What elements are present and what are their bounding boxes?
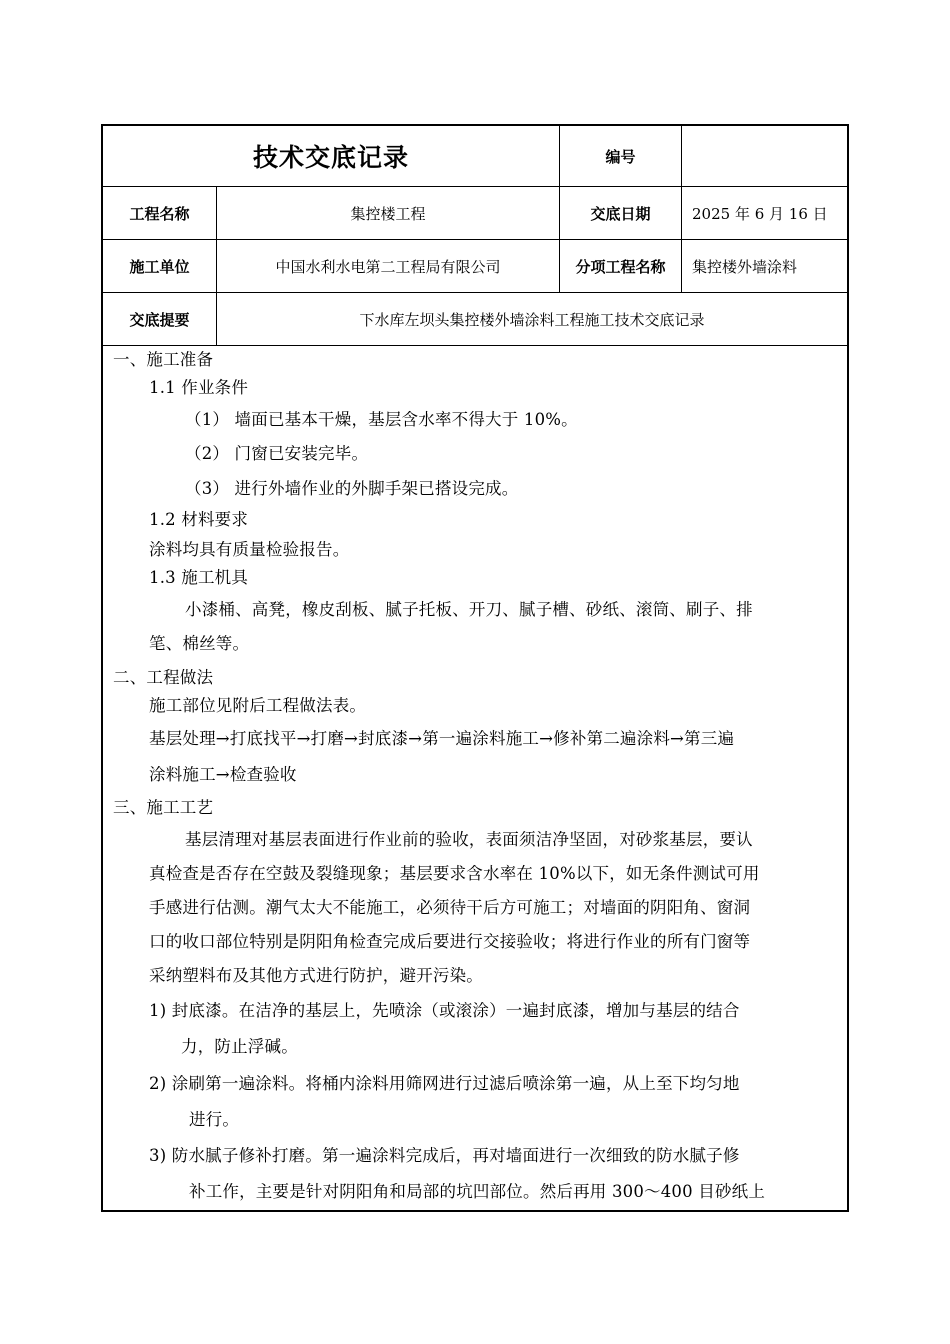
sub-project-label: 分项工程名称 [575, 257, 666, 276]
list-item: （3） 进行外墙作业的外脚手架已搭设完成。 [185, 479, 519, 498]
list-item-continuation: 补工作，主要是针对阴阳角和局部的坑凹部位。然后再用 300～400 目砂纸上 [189, 1182, 766, 1201]
list-item: （2） 门窗已安装完毕。 [185, 444, 369, 463]
list-item-continuation: 进行。 [189, 1110, 240, 1129]
subsection-heading: 1.2 材料要求 [149, 510, 249, 529]
paragraph-line: 基层处理→打底找平→打磨→封底漆→第一遍涂料施工→修补第二遍涂料→第三遍 [149, 729, 735, 748]
row-divider [103, 345, 847, 346]
section-heading: 一、施工准备 [113, 350, 214, 369]
section-heading: 三、施工工艺 [113, 798, 214, 817]
list-item: （1） 墙面已基本干燥，基层含水率不得大于 10%。 [185, 410, 578, 429]
date-label: 交底日期 [590, 204, 651, 223]
list-item-continuation: 力，防止浮碱。 [181, 1037, 298, 1056]
document-title: 技术交底记录 [252, 143, 409, 172]
paragraph-line: 口的收口部位特别是阴阳角检查完成后要进行交接验收；将进行作业的所有门窗等 [149, 932, 751, 951]
paragraph-line: 小漆桶、高凳，橡皮刮板、腻子托板、开刀、腻子槽、砂纸、滚筒、刷子、排 [185, 600, 753, 619]
section-heading: 二、工程做法 [113, 668, 214, 687]
summary-label: 交底提要 [129, 310, 190, 329]
paragraph-line: 基层清理对基层表面进行作业前的验收，表面须洁净坚固，对砂浆基层，要认 [185, 830, 753, 849]
paragraph-line: 手感进行估测。潮气太大不能施工，必须待干后方可施工；对墙面的阴阳角、窗洞 [149, 898, 751, 917]
list-item: 3) 防水腻子修补打磨。第一遍涂料完成后，再对墙面进行一次细致的防水腻子修 [149, 1146, 740, 1165]
number-label: 编号 [605, 147, 636, 166]
subsection-heading: 1.1 作业条件 [149, 378, 249, 397]
paragraph-line: 涂料均具有质量检验报告。 [149, 540, 350, 559]
project-name-label: 工程名称 [129, 204, 190, 223]
unit-value: 中国水利水电第二工程局有限公司 [275, 257, 501, 276]
number-value [682, 126, 847, 186]
paragraph-line: 笔、棉丝等。 [149, 634, 250, 653]
subsection-heading: 1.3 施工机具 [149, 568, 249, 587]
summary-value: 下水库左坝头集控楼外墙涂料工程施工技术交底记录 [359, 310, 705, 329]
paragraph-line: 真检查是否存在空鼓及裂缝现象；基层要求含水率在 10%以下，如无条件测试可用 [149, 864, 760, 883]
list-item: 2) 涂刷第一遍涂料。将桶内涂料用筛网进行过滤后喷涂第一遍，从上至下均匀地 [149, 1074, 740, 1093]
list-item: 1) 封底漆。在洁净的基层上，先喷涂（或滚涂）一遍封底漆，增加与基层的结合 [149, 1001, 740, 1020]
project-name-value: 集控楼工程 [350, 204, 426, 223]
sub-project-value: 集控楼外墙涂料 [692, 257, 798, 276]
record-table [101, 124, 849, 1212]
paragraph-line: 施工部位见附后工程做法表。 [149, 696, 367, 715]
paragraph-line: 采纳塑料布及其他方式进行防护，避开污染。 [149, 966, 483, 985]
unit-label: 施工单位 [129, 257, 190, 276]
paragraph-line: 涂料施工→检查验收 [149, 765, 297, 784]
date-value: 2025 年 6 月 16 日 [692, 204, 828, 223]
